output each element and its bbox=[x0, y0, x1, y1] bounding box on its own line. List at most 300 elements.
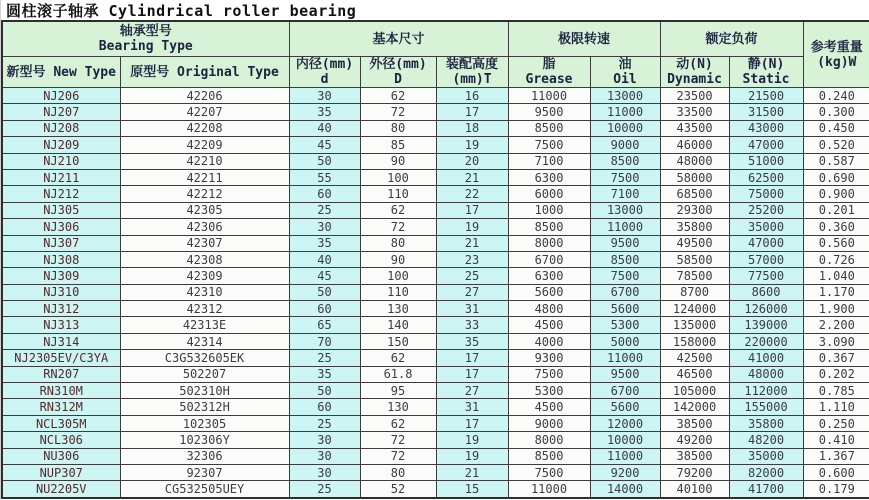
cell-dynamic-load: 43500 bbox=[660, 120, 729, 136]
cell-outer-diameter: 110 bbox=[360, 186, 436, 202]
cell-outer-diameter: 61.8 bbox=[360, 366, 436, 382]
cell-inner-diameter: 30 bbox=[289, 88, 360, 104]
cell-inner-diameter: 25 bbox=[289, 415, 360, 431]
cell-oil-speed: 9200 bbox=[590, 464, 660, 480]
cell-outer-diameter: 80 bbox=[360, 235, 436, 251]
cell-grease-speed: 8000 bbox=[508, 432, 590, 448]
header-dynamic-en: Dynamic bbox=[667, 72, 722, 87]
header-ref-weight-zh: 参考重量 bbox=[810, 39, 863, 55]
cell-original-type: 42307 bbox=[120, 235, 289, 251]
cell-original-type: 42310 bbox=[120, 284, 289, 300]
cell-static-load: 21500 bbox=[729, 88, 803, 104]
cell-inner-diameter: 50 bbox=[289, 383, 360, 399]
cell-oil-speed: 7500 bbox=[590, 268, 660, 284]
cell-grease-speed: 8500 bbox=[508, 448, 590, 464]
cell-ref-weight: 0.300 bbox=[803, 104, 869, 120]
cell-new-type: NCL305M bbox=[2, 415, 120, 431]
cell-grease-speed: 4500 bbox=[508, 317, 590, 333]
cell-grease-speed: 9300 bbox=[508, 350, 590, 366]
cell-new-type: RN312M bbox=[2, 399, 120, 415]
cell-dynamic-load: 49200 bbox=[660, 432, 729, 448]
cell-grease-speed: 11000 bbox=[508, 481, 590, 498]
table-row bbox=[2, 284, 869, 300]
cell-original-type: 42207 bbox=[120, 104, 289, 120]
header-rated-load: 额定负荷 bbox=[660, 21, 803, 57]
cell-new-type: NJ305 bbox=[2, 202, 120, 218]
table-row bbox=[2, 415, 869, 431]
cell-original-type: 42206 bbox=[120, 88, 289, 104]
cell-grease-speed: 5600 bbox=[508, 284, 590, 300]
cell-new-type: RN207 bbox=[2, 366, 120, 382]
cell-ref-weight: 2.200 bbox=[803, 317, 869, 333]
cell-grease-speed: 6300 bbox=[508, 169, 590, 185]
cell-assembly-height: 18 bbox=[436, 120, 508, 136]
cell-oil-speed: 8500 bbox=[590, 251, 660, 267]
header-inner-diameter bbox=[289, 57, 360, 88]
cell-dynamic-load: 58500 bbox=[660, 251, 729, 267]
header-oil-en: Oil bbox=[613, 72, 637, 87]
cell-outer-diameter: 72 bbox=[360, 432, 436, 448]
cell-original-type: 32306 bbox=[120, 448, 289, 464]
cell-new-type: NJ209 bbox=[2, 137, 120, 153]
cell-grease-speed: 7500 bbox=[508, 366, 590, 382]
cell-assembly-height: 35 bbox=[436, 333, 508, 349]
cell-new-type: NU2205V bbox=[2, 481, 120, 498]
cell-assembly-height: 19 bbox=[436, 219, 508, 235]
cell-inner-diameter: 40 bbox=[289, 120, 360, 136]
cell-oil-speed: 6700 bbox=[590, 383, 660, 399]
cell-static-load: 8600 bbox=[729, 284, 803, 300]
table-row bbox=[2, 333, 869, 349]
cell-ref-weight: 1.110 bbox=[803, 399, 869, 415]
cell-assembly-height: 19 bbox=[436, 137, 508, 153]
cell-ref-weight: 1.170 bbox=[803, 284, 869, 300]
header-grease-speed bbox=[508, 57, 590, 88]
cell-static-load: 57000 bbox=[729, 251, 803, 267]
cell-original-type: 42210 bbox=[120, 153, 289, 169]
cell-outer-diameter: 52 bbox=[360, 481, 436, 498]
table-row bbox=[2, 301, 869, 317]
cell-assembly-height: 21 bbox=[436, 235, 508, 251]
cell-assembly-height: 25 bbox=[436, 268, 508, 284]
header-assembly-height bbox=[436, 57, 508, 88]
cell-static-load: 41000 bbox=[729, 350, 803, 366]
cell-ref-weight: 0.690 bbox=[803, 169, 869, 185]
cell-assembly-height: 21 bbox=[436, 169, 508, 185]
header-inner-diameter-symbol: d bbox=[320, 72, 329, 87]
header-limit-speed: 极限转速 bbox=[508, 21, 660, 57]
cell-new-type: NJ212 bbox=[2, 186, 120, 202]
header-outer-diameter-zh: 外径(mm) bbox=[369, 57, 427, 72]
cell-ref-weight: 0.726 bbox=[803, 251, 869, 267]
cell-oil-speed: 13000 bbox=[590, 202, 660, 218]
cell-dynamic-load: 42500 bbox=[660, 350, 729, 366]
cell-dynamic-load: 33500 bbox=[660, 104, 729, 120]
cell-dynamic-load: 142000 bbox=[660, 399, 729, 415]
cell-oil-speed: 5300 bbox=[590, 317, 660, 333]
header-static-load bbox=[729, 57, 803, 88]
cell-static-load: 75000 bbox=[729, 186, 803, 202]
cell-oil-speed: 7100 bbox=[590, 186, 660, 202]
table-row bbox=[2, 366, 869, 382]
cell-assembly-height: 23 bbox=[436, 251, 508, 267]
header-ref-weight-unit: (kg)W bbox=[817, 54, 857, 70]
cell-original-type: C3G532605EK bbox=[120, 350, 289, 366]
cell-original-type: 42312 bbox=[120, 301, 289, 317]
cell-assembly-height: 19 bbox=[436, 432, 508, 448]
cell-assembly-height: 17 bbox=[436, 350, 508, 366]
cell-new-type: NJ308 bbox=[2, 251, 120, 267]
cell-ref-weight: 0.785 bbox=[803, 383, 869, 399]
cell-grease-speed: 9500 bbox=[508, 104, 590, 120]
cell-new-type: NUP307 bbox=[2, 464, 120, 480]
cell-inner-diameter: 45 bbox=[289, 137, 360, 153]
cell-assembly-height: 27 bbox=[436, 284, 508, 300]
cell-assembly-height: 17 bbox=[436, 104, 508, 120]
cell-new-type: NJ2305EV/C3YA bbox=[2, 350, 120, 366]
cell-static-load: 48000 bbox=[729, 366, 803, 382]
cell-static-load: 82000 bbox=[729, 464, 803, 480]
cell-outer-diameter: 100 bbox=[360, 169, 436, 185]
cell-outer-diameter: 62 bbox=[360, 415, 436, 431]
cell-inner-diameter: 50 bbox=[289, 153, 360, 169]
header-original-type: 原型号 Original Type bbox=[120, 57, 289, 88]
cell-assembly-height: 21 bbox=[436, 464, 508, 480]
table-header bbox=[2, 21, 869, 88]
cell-oil-speed: 9000 bbox=[590, 137, 660, 153]
cell-inner-diameter: 40 bbox=[289, 251, 360, 267]
cell-original-type: 502207 bbox=[120, 366, 289, 382]
cell-oil-speed: 12000 bbox=[590, 415, 660, 431]
cell-grease-speed: 8500 bbox=[508, 120, 590, 136]
cell-new-type: NJ314 bbox=[2, 333, 120, 349]
cell-inner-diameter: 30 bbox=[289, 448, 360, 464]
cell-static-load: 48200 bbox=[729, 432, 803, 448]
cell-new-type: RN310M bbox=[2, 383, 120, 399]
cell-oil-speed: 10000 bbox=[590, 432, 660, 448]
cell-grease-speed: 6000 bbox=[508, 186, 590, 202]
cell-new-type: NJ206 bbox=[2, 88, 120, 104]
cell-static-load: 35800 bbox=[729, 415, 803, 431]
cell-outer-diameter: 80 bbox=[360, 120, 436, 136]
cell-grease-speed: 11000 bbox=[508, 88, 590, 104]
cell-outer-diameter: 62 bbox=[360, 202, 436, 218]
cell-dynamic-load: 35800 bbox=[660, 219, 729, 235]
cell-dynamic-load: 46000 bbox=[660, 137, 729, 153]
group-header-row bbox=[2, 21, 869, 57]
cell-new-type: NJ211 bbox=[2, 169, 120, 185]
cell-dynamic-load: 78500 bbox=[660, 268, 729, 284]
cell-inner-diameter: 45 bbox=[289, 268, 360, 284]
cell-grease-speed: 4800 bbox=[508, 301, 590, 317]
cell-original-type: 42306 bbox=[120, 219, 289, 235]
table-row bbox=[2, 186, 869, 202]
cell-ref-weight: 0.360 bbox=[803, 219, 869, 235]
cell-original-type: 502310H bbox=[120, 383, 289, 399]
cell-outer-diameter: 90 bbox=[360, 251, 436, 267]
cell-outer-diameter: 80 bbox=[360, 464, 436, 480]
header-outer-diameter bbox=[360, 57, 436, 88]
cell-new-type: NJ307 bbox=[2, 235, 120, 251]
cell-static-load: 51000 bbox=[729, 153, 803, 169]
cell-dynamic-load: 8700 bbox=[660, 284, 729, 300]
table-row bbox=[2, 88, 869, 104]
cell-dynamic-load: 68500 bbox=[660, 186, 729, 202]
table-row bbox=[2, 104, 869, 120]
cell-oil-speed: 11000 bbox=[590, 448, 660, 464]
table-row bbox=[2, 137, 869, 153]
cell-assembly-height: 27 bbox=[436, 383, 508, 399]
cell-static-load: 62500 bbox=[729, 169, 803, 185]
header-basic-size: 基本尺寸 bbox=[289, 21, 508, 57]
cell-new-type: NJ207 bbox=[2, 104, 120, 120]
cell-dynamic-load: 38500 bbox=[660, 415, 729, 431]
cell-ref-weight: 0.600 bbox=[803, 464, 869, 480]
header-inner-diameter-zh: 内径(mm) bbox=[295, 57, 354, 72]
cell-static-load: 35000 bbox=[729, 219, 803, 235]
cell-outer-diameter: 95 bbox=[360, 383, 436, 399]
cell-grease-speed: 7500 bbox=[508, 464, 590, 480]
header-assembly-height-zh: 装配高度 bbox=[446, 57, 499, 72]
cell-ref-weight: 3.090 bbox=[803, 333, 869, 349]
cell-dynamic-load: 38500 bbox=[660, 448, 729, 464]
header-oil-speed bbox=[590, 57, 660, 88]
cell-oil-speed: 9500 bbox=[590, 235, 660, 251]
table-row bbox=[2, 153, 869, 169]
cell-assembly-height: 17 bbox=[436, 415, 508, 431]
cell-outer-diameter: 130 bbox=[360, 301, 436, 317]
cell-ref-weight: 1.367 bbox=[803, 448, 869, 464]
cell-assembly-height: 19 bbox=[436, 448, 508, 464]
cell-oil-speed: 11000 bbox=[590, 350, 660, 366]
cell-dynamic-load: 158000 bbox=[660, 333, 729, 349]
header-new-type: 新型号 New Type bbox=[2, 57, 120, 88]
table-row bbox=[2, 464, 869, 480]
cell-oil-speed: 5600 bbox=[590, 301, 660, 317]
cell-original-type: 102305 bbox=[120, 415, 289, 431]
cell-grease-speed: 5300 bbox=[508, 383, 590, 399]
cell-inner-diameter: 60 bbox=[289, 186, 360, 202]
cell-static-load: 139000 bbox=[729, 317, 803, 333]
table-row bbox=[2, 432, 869, 448]
cell-grease-speed: 6300 bbox=[508, 268, 590, 284]
cell-ref-weight: 0.900 bbox=[803, 186, 869, 202]
cell-inner-diameter: 30 bbox=[289, 432, 360, 448]
cell-grease-speed: 4500 bbox=[508, 399, 590, 415]
cell-inner-diameter: 70 bbox=[289, 333, 360, 349]
cell-ref-weight: 0.410 bbox=[803, 432, 869, 448]
cell-static-load: 31500 bbox=[729, 104, 803, 120]
sub-header-row bbox=[2, 57, 869, 88]
cell-outer-diameter: 150 bbox=[360, 333, 436, 349]
table-row bbox=[2, 317, 869, 333]
cell-inner-diameter: 35 bbox=[289, 104, 360, 120]
cell-ref-weight: 0.202 bbox=[803, 366, 869, 382]
cell-ref-weight: 0.179 bbox=[803, 481, 869, 498]
cell-original-type: 42212 bbox=[120, 186, 289, 202]
cell-grease-speed: 4000 bbox=[508, 333, 590, 349]
cell-inner-diameter: 50 bbox=[289, 284, 360, 300]
cell-ref-weight: 0.367 bbox=[803, 350, 869, 366]
header-static-zh: 静(N) bbox=[747, 57, 785, 72]
cell-static-load: 220000 bbox=[729, 333, 803, 349]
cell-assembly-height: 16 bbox=[436, 88, 508, 104]
cell-oil-speed: 9500 bbox=[590, 366, 660, 382]
table-row bbox=[2, 235, 869, 251]
cell-inner-diameter: 30 bbox=[289, 219, 360, 235]
cell-ref-weight: 1.900 bbox=[803, 301, 869, 317]
cell-outer-diameter: 62 bbox=[360, 88, 436, 104]
cell-outer-diameter: 72 bbox=[360, 219, 436, 235]
table-row bbox=[2, 219, 869, 235]
cell-assembly-height: 31 bbox=[436, 399, 508, 415]
cell-inner-diameter: 60 bbox=[289, 301, 360, 317]
cell-inner-diameter: 60 bbox=[289, 399, 360, 415]
cell-oil-speed: 5000 bbox=[590, 333, 660, 349]
cell-dynamic-load: 23500 bbox=[660, 88, 729, 104]
cell-ref-weight: 0.520 bbox=[803, 137, 869, 153]
cell-assembly-height: 15 bbox=[436, 481, 508, 498]
cell-original-type: 42209 bbox=[120, 137, 289, 153]
header-dynamic-zh: 动(N) bbox=[676, 57, 713, 72]
cell-original-type: 42308 bbox=[120, 251, 289, 267]
table-row bbox=[2, 120, 869, 136]
cell-dynamic-load: 29300 bbox=[660, 202, 729, 218]
cell-outer-diameter: 140 bbox=[360, 317, 436, 333]
cell-ref-weight: 1.040 bbox=[803, 268, 869, 284]
cell-static-load: 77500 bbox=[729, 268, 803, 284]
table-row bbox=[2, 169, 869, 185]
table-row bbox=[2, 268, 869, 284]
cell-oil-speed: 7500 bbox=[590, 169, 660, 185]
cell-inner-diameter: 25 bbox=[289, 481, 360, 498]
cell-ref-weight: 0.201 bbox=[803, 202, 869, 218]
cell-static-load: 25200 bbox=[729, 202, 803, 218]
cell-ref-weight: 0.560 bbox=[803, 235, 869, 251]
cell-original-type: CG532505UEY bbox=[120, 481, 289, 498]
cell-original-type: 42309 bbox=[120, 268, 289, 284]
cell-ref-weight: 0.240 bbox=[803, 88, 869, 104]
cell-dynamic-load: 40100 bbox=[660, 481, 729, 498]
cell-static-load: 43000 bbox=[729, 120, 803, 136]
cell-outer-diameter: 130 bbox=[360, 399, 436, 415]
header-ref-weight bbox=[803, 21, 869, 88]
cell-ref-weight: 0.450 bbox=[803, 120, 869, 136]
header-dynamic-load bbox=[660, 57, 729, 88]
cell-static-load: 35000 bbox=[729, 448, 803, 464]
cell-grease-speed: 8500 bbox=[508, 219, 590, 235]
cell-grease-speed: 9000 bbox=[508, 415, 590, 431]
cell-static-load: 126000 bbox=[729, 301, 803, 317]
cell-new-type: NJ210 bbox=[2, 153, 120, 169]
cell-static-load: 47000 bbox=[729, 137, 803, 153]
cell-new-type: NU306 bbox=[2, 448, 120, 464]
cell-oil-speed: 14000 bbox=[590, 481, 660, 498]
cell-dynamic-load: 58000 bbox=[660, 169, 729, 185]
cell-oil-speed: 6700 bbox=[590, 284, 660, 300]
cell-outer-diameter: 85 bbox=[360, 137, 436, 153]
header-bearing-type-zh: 轴承型号 bbox=[119, 24, 172, 39]
table-row bbox=[2, 481, 869, 498]
cell-static-load: 112000 bbox=[729, 383, 803, 399]
cell-inner-diameter: 35 bbox=[289, 235, 360, 251]
cell-oil-speed: 10000 bbox=[590, 120, 660, 136]
cell-new-type: NJ310 bbox=[2, 284, 120, 300]
cell-assembly-height: 20 bbox=[436, 153, 508, 169]
header-grease-en: Grease bbox=[525, 72, 573, 87]
cell-inner-diameter: 35 bbox=[289, 366, 360, 382]
cell-dynamic-load: 46500 bbox=[660, 366, 729, 382]
cell-inner-diameter: 30 bbox=[289, 464, 360, 480]
cell-oil-speed: 11000 bbox=[590, 219, 660, 235]
cell-original-type: 102306Y bbox=[120, 432, 289, 448]
cell-dynamic-load: 48000 bbox=[660, 153, 729, 169]
cell-grease-speed: 7500 bbox=[508, 137, 590, 153]
cell-new-type: NJ208 bbox=[2, 120, 120, 136]
cell-dynamic-load: 124000 bbox=[660, 301, 729, 317]
cell-ref-weight: 0.587 bbox=[803, 153, 869, 169]
cell-dynamic-load: 105000 bbox=[660, 383, 729, 399]
cell-assembly-height: 31 bbox=[436, 301, 508, 317]
cell-original-type: 42208 bbox=[120, 120, 289, 136]
cell-ref-weight: 0.250 bbox=[803, 415, 869, 431]
table-row bbox=[2, 448, 869, 464]
page-title: 圆柱滚子轴承 Cylindrical roller bearing bbox=[6, 1, 357, 20]
cell-static-load: 155000 bbox=[729, 399, 803, 415]
cell-grease-speed: 7100 bbox=[508, 153, 590, 169]
cell-original-type: 42313E bbox=[120, 317, 289, 333]
cell-assembly-height: 33 bbox=[436, 317, 508, 333]
cell-grease-speed: 8000 bbox=[508, 235, 590, 251]
cell-new-type: NJ312 bbox=[2, 301, 120, 317]
cell-dynamic-load: 49500 bbox=[660, 235, 729, 251]
cell-inner-diameter: 65 bbox=[289, 317, 360, 333]
cell-oil-speed: 5600 bbox=[590, 399, 660, 415]
cell-static-load: 41700 bbox=[729, 481, 803, 498]
header-grease-zh: 脂 bbox=[542, 57, 556, 72]
table-row bbox=[2, 202, 869, 218]
table-row bbox=[2, 251, 869, 267]
header-outer-diameter-symbol: D bbox=[394, 72, 402, 87]
cell-oil-speed: 11000 bbox=[590, 104, 660, 120]
cell-original-type: 42314 bbox=[120, 333, 289, 349]
cell-inner-diameter: 25 bbox=[289, 202, 360, 218]
table-row bbox=[2, 350, 869, 366]
cell-assembly-height: 17 bbox=[436, 202, 508, 218]
cell-static-load: 47000 bbox=[729, 235, 803, 251]
cell-oil-speed: 13000 bbox=[590, 88, 660, 104]
cell-new-type: NCL306 bbox=[2, 432, 120, 448]
cell-new-type: NJ306 bbox=[2, 219, 120, 235]
cell-outer-diameter: 90 bbox=[360, 153, 436, 169]
table-row bbox=[2, 399, 869, 415]
cell-dynamic-load: 135000 bbox=[660, 317, 729, 333]
cell-outer-diameter: 72 bbox=[360, 104, 436, 120]
cell-outer-diameter: 110 bbox=[360, 284, 436, 300]
cell-outer-diameter: 72 bbox=[360, 448, 436, 464]
cell-inner-diameter: 55 bbox=[289, 169, 360, 185]
cell-dynamic-load: 79200 bbox=[660, 464, 729, 480]
cell-inner-diameter: 25 bbox=[289, 350, 360, 366]
cell-original-type: 502312H bbox=[120, 399, 289, 415]
cell-original-type: 42211 bbox=[120, 169, 289, 185]
cell-grease-speed: 1000 bbox=[508, 202, 590, 218]
cell-assembly-height: 22 bbox=[436, 186, 508, 202]
cell-grease-speed: 6700 bbox=[508, 251, 590, 267]
cell-original-type: 42305 bbox=[120, 202, 289, 218]
header-static-en: Static bbox=[742, 72, 790, 87]
table-body bbox=[2, 88, 869, 498]
